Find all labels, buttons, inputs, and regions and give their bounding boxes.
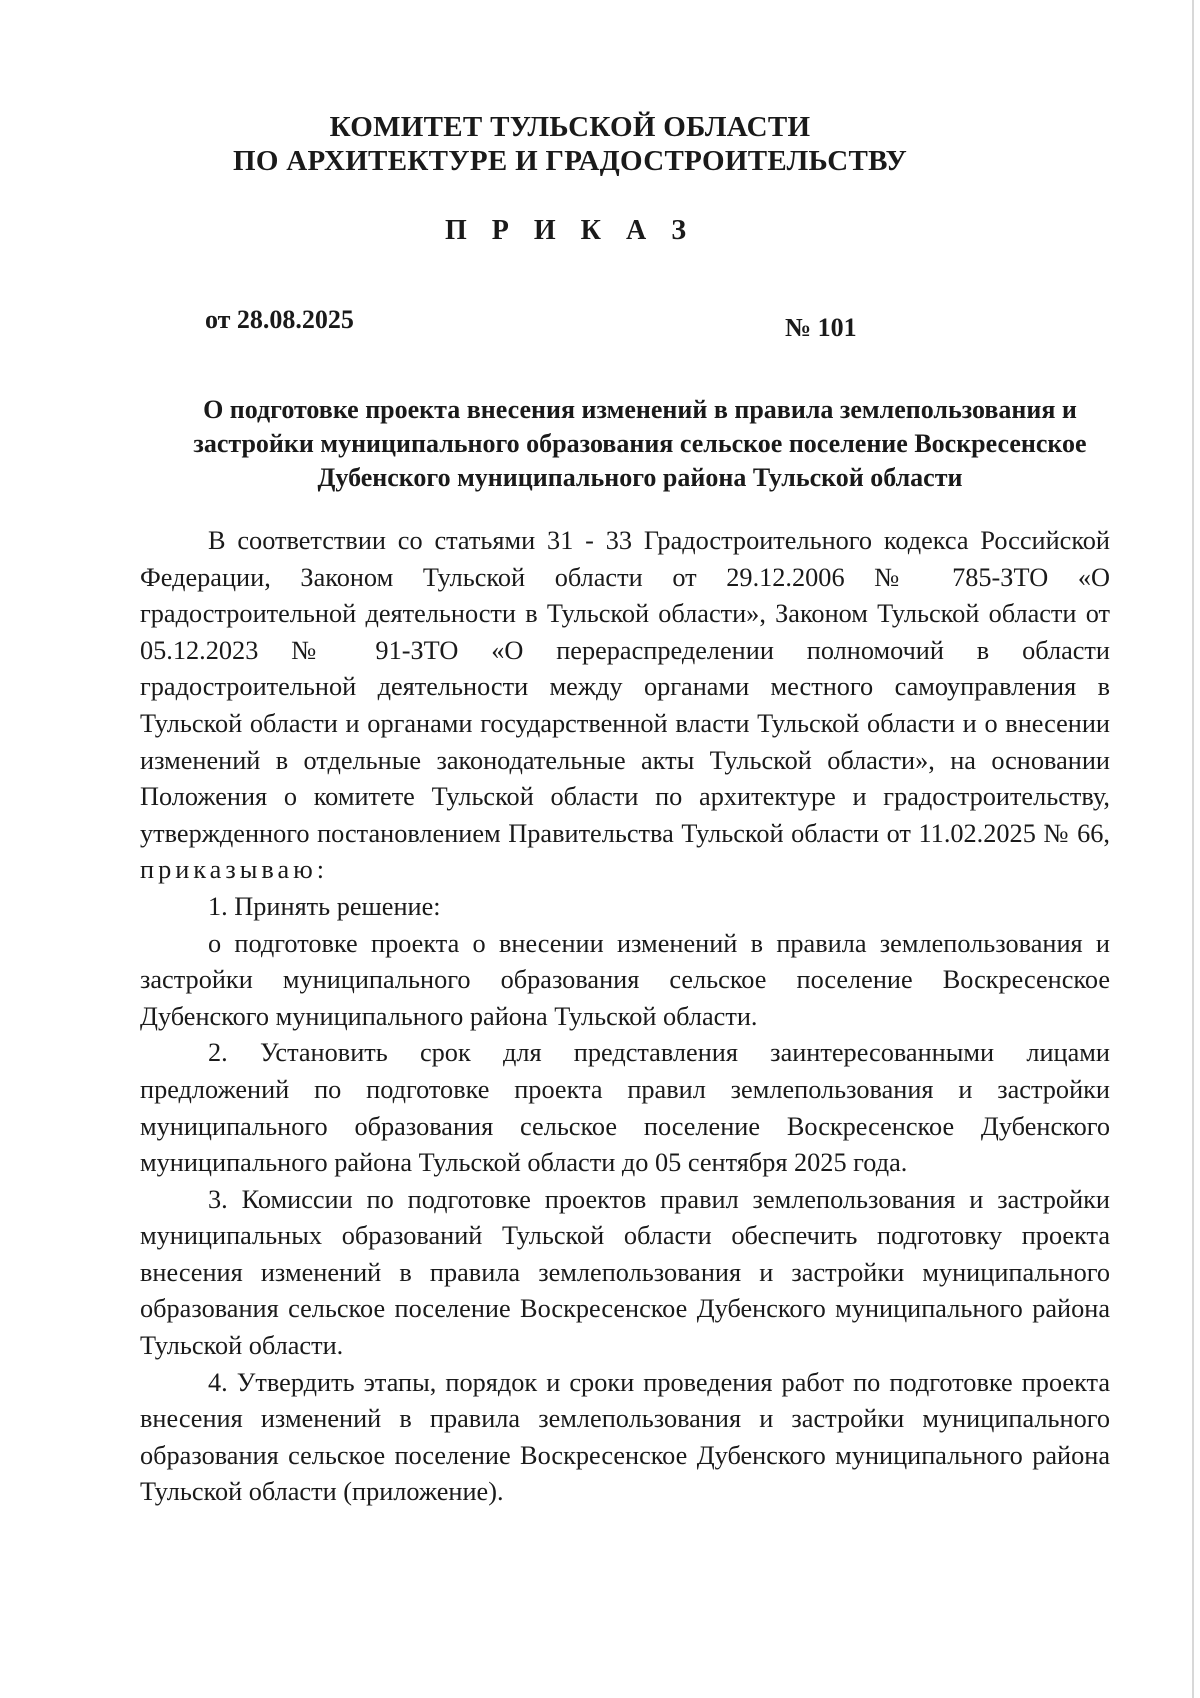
- item-2: 2. Установить срок для представления заинтересованными лицами предложений по подготовке проекта правил землепользования и застройки муниципального образования сельское поселение Воскресенское Дубенского муниципального района Тульской области до 05 сентября 2025 года.: [140, 1038, 1110, 1178]
- preamble-text: В соответствии со статьями 31 - 33 Градостроительного кодекса Российской Федерации, Законом Тульской области от 29.12.2006 № 785-ЗТО «О градостроительной деятельности в Тульской области», Законом Тульской области от 05.12.2023 № 91-ЗТО «О перераспределении полномочий в области градостроительной деятельности между органами местного самоуправления в Тульской области и органами государственной власти Тульской области и о внесении изменений в отдельные законодательные акты Тульской области», на основании Положения о комитете Тульской области по архитектуре и градостроительству, утвержденного постановлением Правительства Тульской области от 11.02.2025 № 66,: [140, 526, 1110, 848]
- document-subject: О подготовке проекта внесения изменений в правила землепользования и застройки муниципального образования сельское поселение Воскресенское Дубенского муниципального района Тульской области: [193, 395, 1087, 492]
- scan-edge-line: [1192, 0, 1194, 1698]
- document-number: № 101: [785, 313, 857, 342]
- order-word: приказываю:: [140, 855, 329, 885]
- item-1: 1. Принять решение:: [208, 891, 441, 921]
- preamble-paragraph: [140, 523, 1110, 889]
- issuer-line-1: КОМИТЕТ ТУЛЬСКОЙ ОБЛАСТИ: [329, 111, 811, 143]
- item-3: 3. Комиссии по подготовке проектов правил землепользования и застройки муниципальных образований Тульской области обеспечить подготовку проекта внесения изменений в правила землепользования и застройки муниципального образования сельское поселение Воскресенское Дубенского муниципального района Тульской области.: [140, 1184, 1110, 1361]
- item-4: 4. Утвердить этапы, порядок и сроки проведения работ по подготовке проекта внесения изменений в правила землепользования и застройки муниципального образования сельское поселение Воскресенское Дубенского муниципального района Тульской области (приложение).: [140, 1367, 1110, 1507]
- document-type-title: П Р И К А З: [445, 215, 695, 246]
- document-date: от 28.08.2025: [205, 305, 354, 334]
- issuer-line-2: ПО АРХИТЕКТУРЕ И ГРАДОСТРОИТЕЛЬСТВУ: [232, 145, 908, 177]
- document-body: [140, 523, 1110, 1511]
- item-1-decision: о подготовке проекта о внесении изменений в правила землепользования и застройки муниципального образования сельское поселение Воскресенское Дубенского муниципального района Тульской области.: [140, 928, 1110, 1031]
- issuer-header: [0, 110, 1140, 178]
